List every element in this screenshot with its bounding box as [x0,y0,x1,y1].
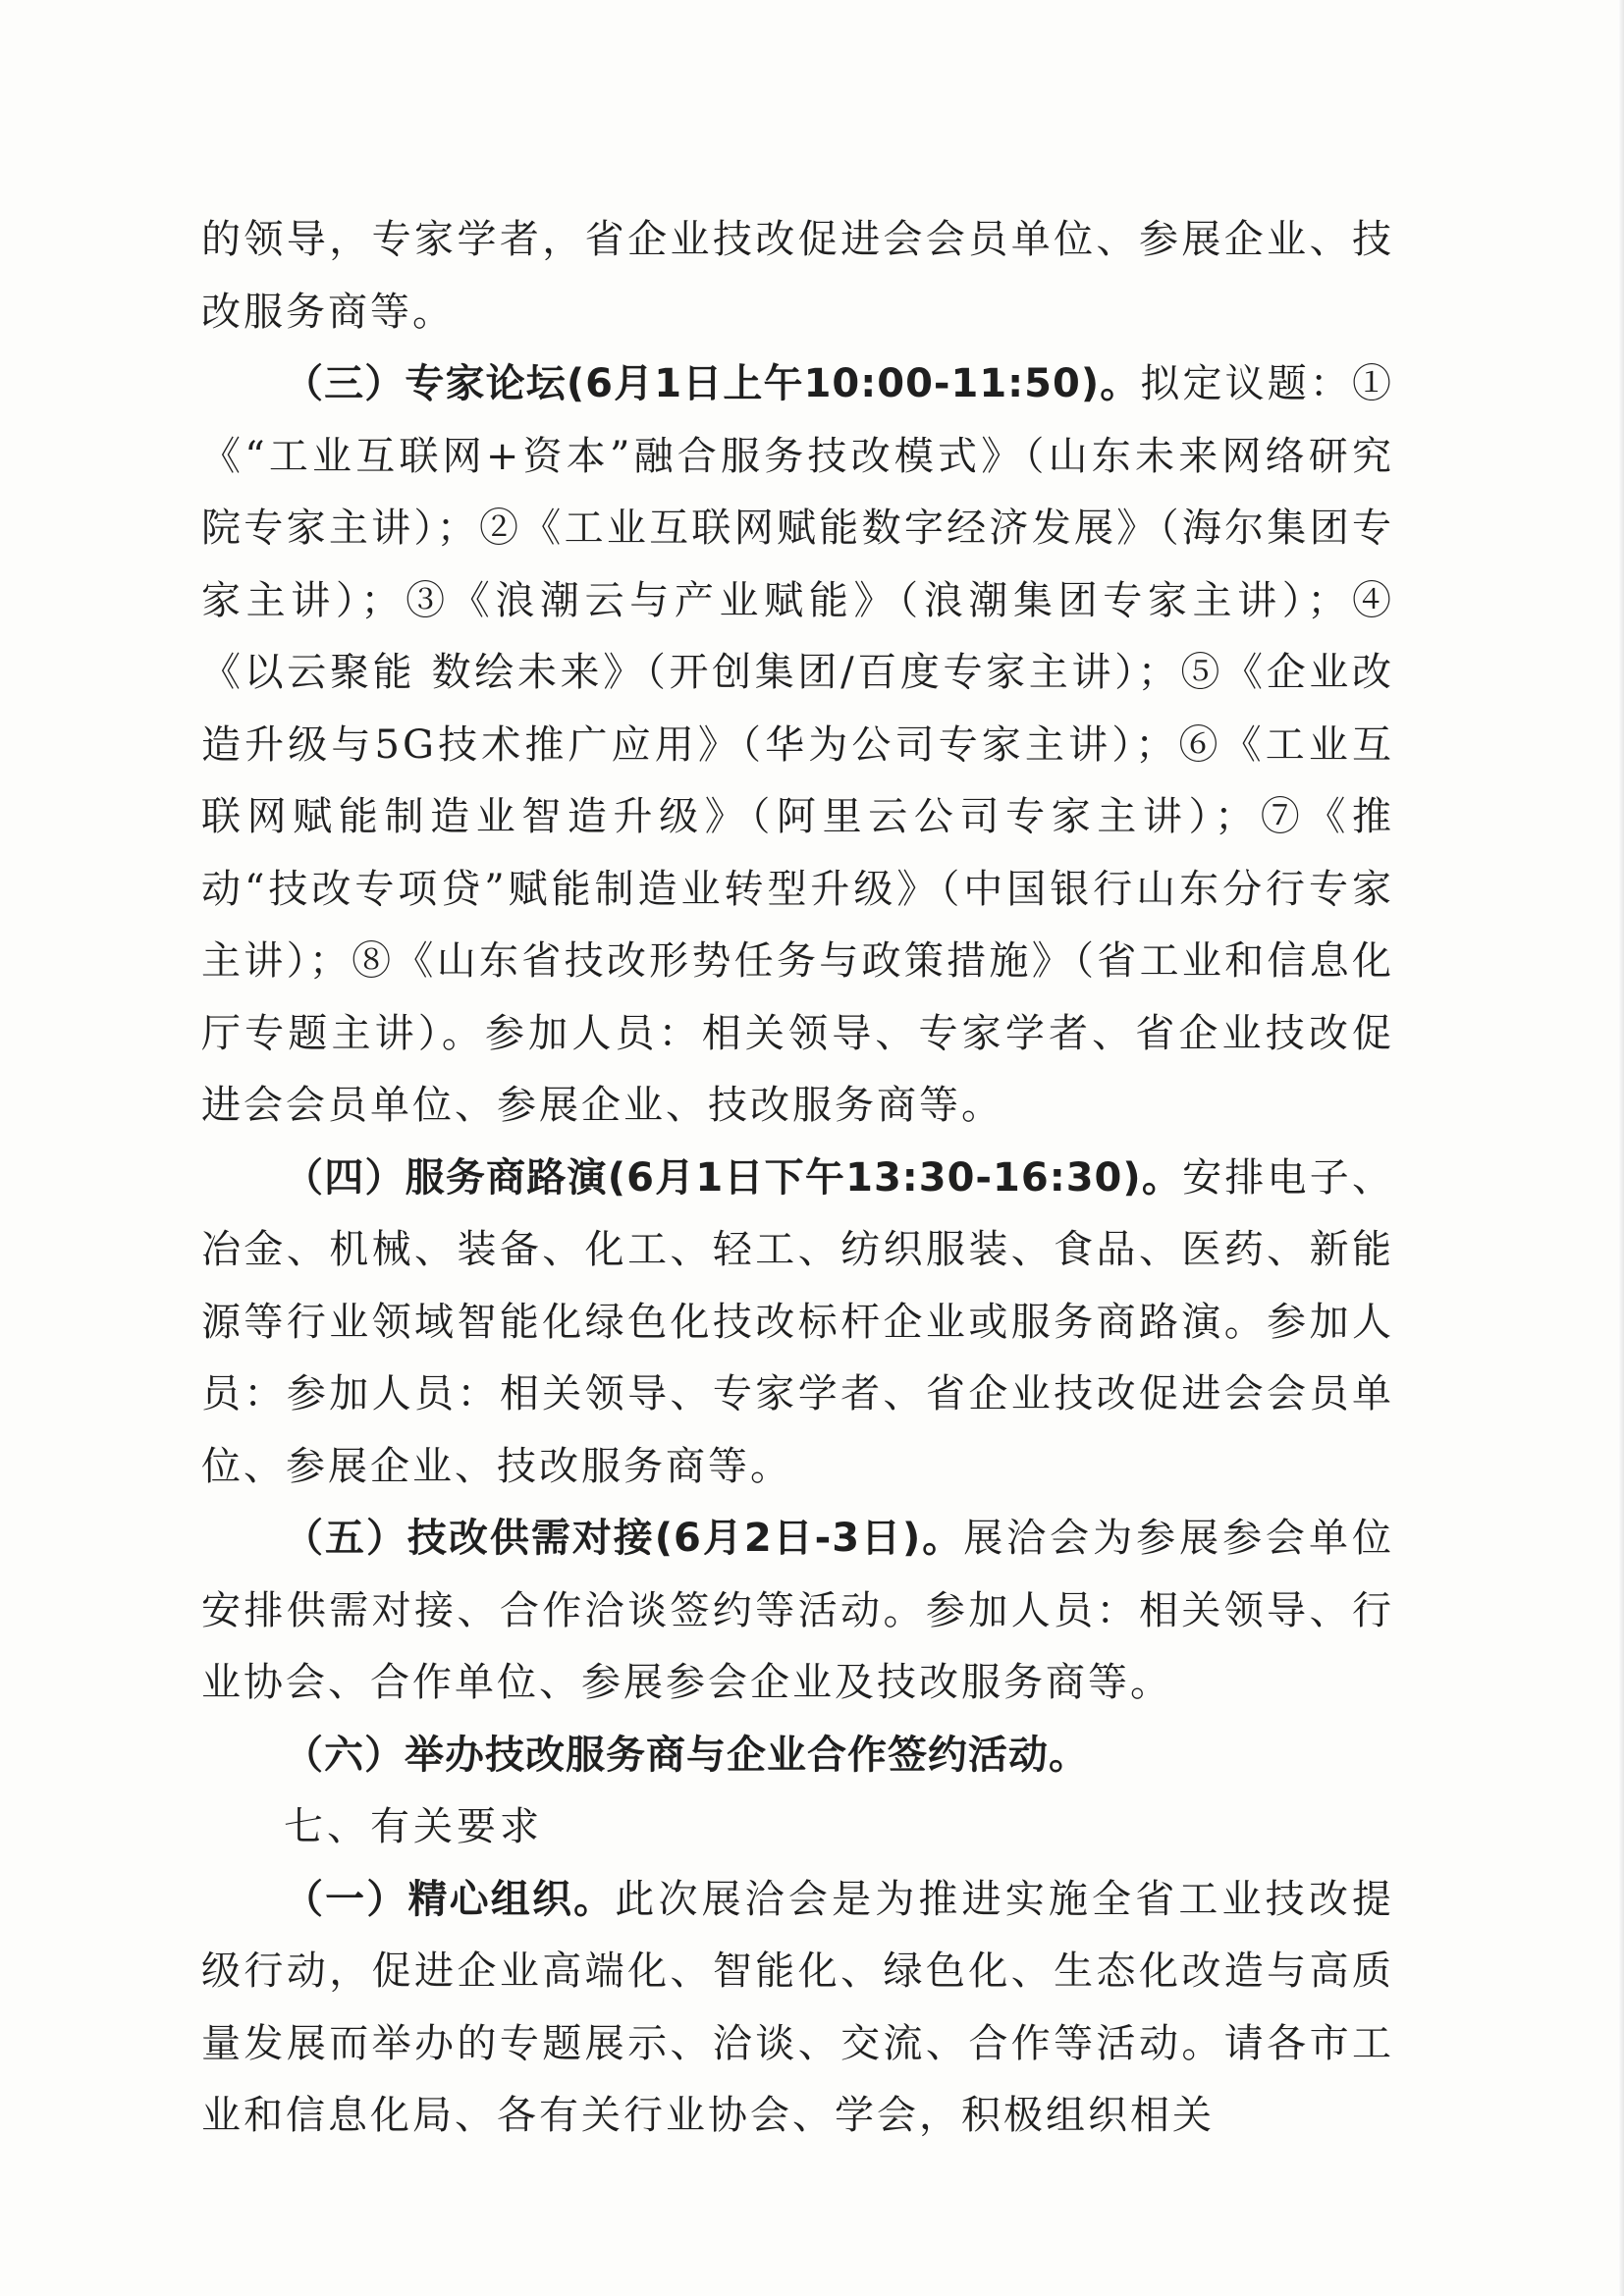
paragraph-heading: （三）专家论坛(6月1日上午10:00-11:50)。 [284,361,1141,406]
paragraph-organize [201,1864,1394,2153]
paragraph-text: 拟定议题：①《“工业互联网+资本”融合服务技改模式》（山东未来网络研究院专家主讲）；②《工业互联网赋能数字经济发展》（海尔集团专家主讲）；③《浪潮云与产业赋能》（浪潮集团专家主讲）；④《以云聚能 数绘未来》（开创集团/百度专家主讲）；⑤《企业改造升级与5G技术推广应用》（华为公司专家主讲）；⑥《工业互联网赋能制造业智造升级》（阿里云公司专家主讲）；⑦《推动“技改专项贷”赋能制造业转型升级》（中国银行山东分行专家主讲）；⑧《山东省技改形势任务与政策措施》（省工业和信息化厅专题主讲）。参加人员：相关领导、专家学者、省企业技改促进会会员单位、参展企业、技改服务商等。 [201,361,1395,1128]
paragraph-text: 此次展洽会是为推进实施全省工业技改提级行动，促进企业高端化、智能化、绿色化、生态化改造与高质量发展而举办的专题展示、洽谈、交流、合作等活动。请各市工业和信息化局、各有关行业协会、学会，积极组织相关 [201,1876,1395,2138]
document-body [201,204,1394,2153]
section-title: 七、有关要求 [284,1804,543,1849]
paragraph-text: 的领导，专家学者，省企业技改促进会会员单位、参展企业、技改服务商等。 [201,217,1394,335]
paragraph-expert-forum [201,348,1394,1143]
paragraph-text: 安排电子、冶金、机械、装备、化工、轻工、纺织服装、食品、医药、新能源等行业领域智能化绿色化技改标杆企业或服务商路演。参加人员：参加人员：相关领导、专家学者、省企业技改促进会会员单位、参展企业、技改服务商等。 [201,1154,1394,1489]
paragraph-heading: （六）举办技改服务商与企业合作签约活动。 [284,1732,1089,1778]
paragraph-heading: （五）技改供需对接(6月2日-3日)。 [284,1516,964,1561]
paragraph-matchmaking [201,1503,1394,1720]
paragraph-heading: （四）服务商路演(6月1日下午13:30-16:30)。 [284,1154,1183,1201]
paragraph-continuation [201,204,1394,348]
section-heading [201,1791,1394,1864]
paragraph-text: 展洽会为参展参会单位安排供需对接、合作洽谈签约等活动。参加人员：相关领导、行业协会、合作单位、参展参会企业及技改服务商等。 [201,1516,1395,1705]
page-edge [1618,0,1624,2296]
paragraph-signing [201,1720,1394,1792]
paragraph-heading: （一）精心组织。 [284,1876,616,1922]
paragraph-roadshow [201,1143,1394,1504]
